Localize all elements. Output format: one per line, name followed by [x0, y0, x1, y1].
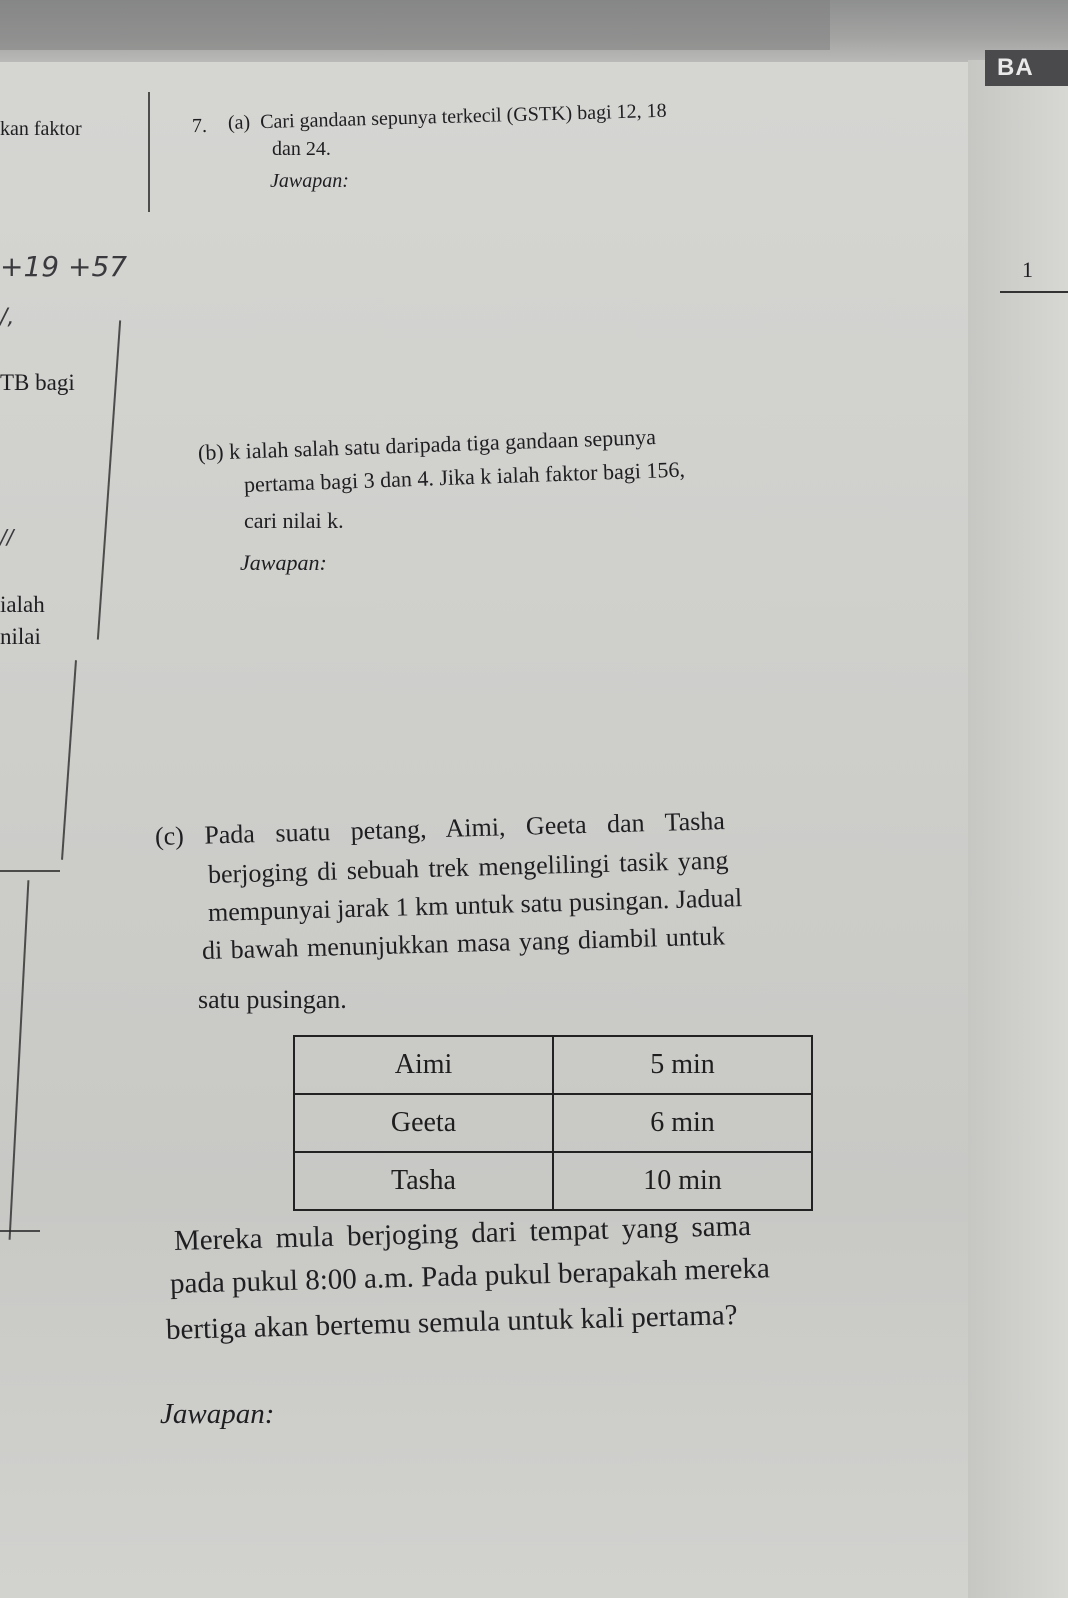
margin-nilai: nilai [0, 624, 41, 649]
top-strip [0, 0, 830, 50]
right-edge-mark-text: 1 [1022, 257, 1033, 282]
q7c-after-line2: pada pukul 8:00 a.m. Pada pukul berapakah mereka [169, 1252, 771, 1300]
q7a-text-line2: dan 24. [272, 138, 331, 160]
margin-line-top [148, 92, 150, 212]
q7c-label: (c) [154, 821, 185, 851]
table-cell-name: Aimi [294, 1036, 553, 1094]
margin-handwritten-mark-2: // [0, 525, 14, 549]
q7c-text-line2: berjoging di sebuah trek mengelilingi tasik yang [207, 845, 729, 889]
q7c-text-line3: mempunyai jarak 1 km untuk satu pusingan. Jadual [207, 883, 743, 927]
table-row [294, 1094, 812, 1152]
table-cell-name: Tasha [294, 1152, 553, 1210]
right-edge-mark [1000, 255, 1068, 293]
q7a-answer-label: Jawapan: [270, 170, 349, 192]
q7b-label: (b) [197, 439, 225, 465]
margin-handwritten-sum: +19 +57 [0, 250, 128, 283]
table-cell-time: 6 min [553, 1094, 812, 1152]
q7b-answer-label: Jawapan: [240, 550, 327, 575]
margin-tb-bagi: TB bagi [0, 370, 75, 395]
q7c-text-line5: satu pusingan. [198, 985, 347, 1014]
table-row [294, 1036, 812, 1094]
q7c-answer-label: Jawapan: [160, 1398, 275, 1430]
table-cell-time: 5 min [553, 1036, 812, 1094]
q7c-after-line1: Mereka mula berjoging dari tempat yang sama [173, 1209, 752, 1257]
q7a-label: (a) [227, 111, 251, 134]
time-table [293, 1035, 813, 1211]
table-cell-name: Geeta [294, 1094, 553, 1152]
q7c-after-line3: bertiga akan bertemu semula untuk kali pertama? [165, 1299, 738, 1346]
q7c-text-line4: di bawah menunjukkan masa yang diambil untuk [201, 921, 726, 965]
margin-handwritten-mark: /, [0, 305, 15, 330]
q7b-text-line3: cari nilai k. [244, 508, 344, 533]
margin-box-bottom [0, 1230, 40, 1232]
q7b-text-line1: k ialah salah satu daripada tiga gandaan sepunya [228, 424, 657, 464]
section-tab: BA [985, 50, 1068, 86]
q7b-text-line2: pertama bagi 3 dan 4. Jika k ialah faktor bagi 156, [243, 456, 686, 497]
q7-number: 7. [191, 114, 208, 138]
table-cell-time: 10 min [553, 1152, 812, 1210]
table-row [294, 1152, 812, 1210]
question-number [192, 115, 207, 138]
margin-faktor: kan faktor [0, 118, 82, 140]
q7c-text-line1: Pada suatu petang, Aimi, Geeta dan Tasha [203, 806, 726, 850]
q7a-text-line1: Cari gandaan sepunya terkecil (GSTK) bagi 12, 18 [259, 99, 667, 134]
margin-ialah: ialah [0, 592, 45, 617]
margin-box-top [0, 870, 60, 872]
